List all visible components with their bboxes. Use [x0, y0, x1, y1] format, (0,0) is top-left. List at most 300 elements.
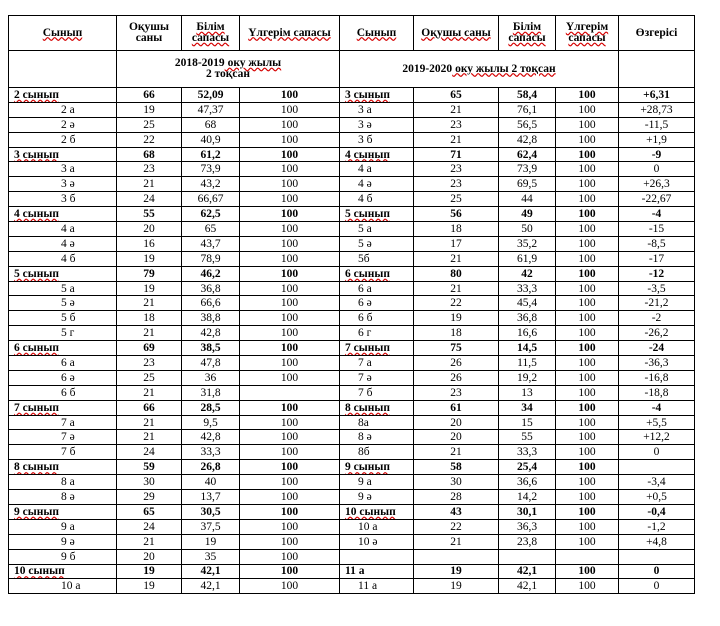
knowledge-quality-cell-right: 33,3 [499, 445, 556, 460]
success-quality-cell: 100 [240, 564, 340, 579]
knowledge-quality-cell: 9,5 [182, 415, 240, 430]
change-cell: -22,67 [619, 192, 695, 207]
students-cell-right: 21 [414, 102, 499, 117]
group-total-row [9, 564, 695, 579]
students-cell: 30 [117, 475, 182, 490]
knowledge-quality-cell: 43,2 [182, 177, 240, 192]
knowledge-quality-cell-right: 14,5 [499, 341, 556, 356]
success-quality-cell-right: 100 [556, 326, 619, 341]
grade-cell-right: 7 ә [340, 370, 414, 385]
knowledge-quality-cell: 38,5 [182, 341, 240, 356]
grade-cell-right [340, 266, 414, 281]
knowledge-quality-cell-right: 13 [499, 385, 556, 400]
table-row [9, 117, 695, 132]
group-total-row [9, 88, 695, 103]
students-cell: 21 [117, 385, 182, 400]
success-quality-cell-right: 100 [556, 147, 619, 162]
grade-cell-right [340, 549, 414, 564]
change-cell: -17 [619, 251, 695, 266]
grade-cell-right: 6 а [340, 281, 414, 296]
grade-cell [9, 504, 117, 519]
knowledge-quality-cell: 35 [182, 549, 240, 564]
success-quality-cell: 100 [240, 162, 340, 177]
table-row [9, 236, 695, 251]
knowledge-quality-cell: 36,8 [182, 281, 240, 296]
table-row [9, 296, 695, 311]
grade-cell: 7 ә [9, 430, 117, 445]
grade-group-label: 8 сынып [345, 401, 390, 414]
success-quality-cell-right: 100 [556, 370, 619, 385]
grade-cell-right: 5 ә [340, 236, 414, 251]
students-cell: 21 [117, 430, 182, 445]
grade-cell-right: 3 а [340, 102, 414, 117]
students-cell-right: 23 [414, 117, 499, 132]
group-total-row [9, 147, 695, 162]
grade-cell-right: 7 а [340, 356, 414, 371]
success-quality-cell: 100 [240, 311, 340, 326]
students-cell-right: 56 [414, 207, 499, 222]
grade-group-label: 7 сынып [345, 342, 390, 355]
students-cell-right: 19 [414, 564, 499, 579]
change-cell: 0 [619, 579, 695, 594]
change-cell: -24 [619, 341, 695, 356]
students-cell-right: 43 [414, 504, 499, 519]
success-quality-cell-right: 100 [556, 311, 619, 326]
students-cell-right: 26 [414, 370, 499, 385]
students-cell: 24 [117, 519, 182, 534]
table-row [9, 549, 695, 564]
grade-cell [9, 460, 117, 475]
grade-group-label: 10 сынып [14, 565, 65, 578]
knowledge-quality-cell-right: 42,8 [499, 132, 556, 147]
knowledge-quality-cell-right: 49 [499, 207, 556, 222]
knowledge-quality-cell: 73,9 [182, 162, 240, 177]
grade-cell-right: 9 ә [340, 490, 414, 505]
grade-cell-right: 4 а [340, 162, 414, 177]
group-total-row [9, 460, 695, 475]
success-quality-cell: 100 [240, 415, 340, 430]
students-cell-right: 25 [414, 192, 499, 207]
change-cell: 0 [619, 445, 695, 460]
students-cell: 65 [117, 504, 182, 519]
change-cell [619, 460, 695, 475]
success-quality-cell: 100 [240, 281, 340, 296]
change-cell: +0,5 [619, 490, 695, 505]
knowledge-quality-cell: 40,9 [182, 132, 240, 147]
grade-cell [9, 266, 117, 281]
grade-cell: 7 б [9, 445, 117, 460]
grade-group-label: 8 сынып [14, 461, 59, 474]
grade-cell-right: 5б [340, 251, 414, 266]
students-cell: 22 [117, 132, 182, 147]
success-quality-cell: 100 [240, 504, 340, 519]
students-cell-right: 19 [414, 311, 499, 326]
success-quality-cell-right: 100 [556, 296, 619, 311]
grade-cell: 10 а [9, 579, 117, 594]
table-row [9, 534, 695, 549]
knowledge-quality-cell: 61,2 [182, 147, 240, 162]
grade-cell: 5 а [9, 281, 117, 296]
knowledge-quality-cell: 31,8 [182, 385, 240, 400]
knowledge-quality-cell-right: 55 [499, 430, 556, 445]
students-cell: 66 [117, 88, 182, 103]
students-cell-right: 75 [414, 341, 499, 356]
group-total-row [9, 207, 695, 222]
success-quality-cell-right: 100 [556, 222, 619, 237]
knowledge-quality-cell-right: 36,6 [499, 475, 556, 490]
grade-cell-right [340, 400, 414, 415]
students-cell: 69 [117, 341, 182, 356]
students-cell: 21 [117, 177, 182, 192]
change-cell: 0 [619, 162, 695, 177]
grade-cell-right: 8 ә [340, 430, 414, 445]
students-cell-right: 18 [414, 326, 499, 341]
knowledge-quality-cell-right: 73,9 [499, 162, 556, 177]
students-cell-right: 19 [414, 579, 499, 594]
change-cell: +26,3 [619, 177, 695, 192]
grade-cell-right: 11 а [340, 579, 414, 594]
students-cell: 29 [117, 490, 182, 505]
table-row [9, 192, 695, 207]
knowledge-quality-cell-right: 42 [499, 266, 556, 281]
grade-cell: 6 ә [9, 370, 117, 385]
knowledge-quality-cell-right: 45,4 [499, 296, 556, 311]
success-quality-cell: 100 [240, 251, 340, 266]
students-cell-right: 20 [414, 430, 499, 445]
knowledge-quality-cell: 33,3 [182, 445, 240, 460]
table-row [9, 102, 695, 117]
period-empty-cell [9, 51, 117, 88]
change-cell: -0,4 [619, 504, 695, 519]
table-row [9, 430, 695, 445]
success-quality-cell-right: 100 [556, 534, 619, 549]
grade-group-label: 10 сынып [345, 505, 396, 518]
grade-cell-right: 11 а [340, 564, 414, 579]
knowledge-quality-cell-right: 36,3 [499, 519, 556, 534]
knowledge-quality-cell-right: 33,3 [499, 281, 556, 296]
students-cell: 19 [117, 281, 182, 296]
success-quality-cell: 100 [240, 266, 340, 281]
students-cell-right: 18 [414, 222, 499, 237]
students-cell: 19 [117, 251, 182, 266]
success-quality-cell: 100 [240, 177, 340, 192]
change-cell: -12 [619, 266, 695, 281]
success-quality-cell: 100 [240, 341, 340, 356]
success-quality-cell-right: 100 [556, 192, 619, 207]
knowledge-quality-cell-right: 36,8 [499, 311, 556, 326]
header-knowledge-quality-right: Білім сапасы [499, 16, 556, 51]
comparison-table [8, 15, 695, 594]
students-cell-right: 20 [414, 415, 499, 430]
period-right-year: 2019-2020 [402, 62, 453, 75]
knowledge-quality-cell-right: 14,2 [499, 490, 556, 505]
knowledge-quality-cell: 42,8 [182, 430, 240, 445]
grade-cell: 5 б [9, 311, 117, 326]
knowledge-quality-cell: 65 [182, 222, 240, 237]
grade-cell-right: 4 ә [340, 177, 414, 192]
students-cell: 20 [117, 222, 182, 237]
grade-cell-right: 5 а [340, 222, 414, 237]
grade-cell: 3 ә [9, 177, 117, 192]
success-quality-cell: 100 [240, 475, 340, 490]
knowledge-quality-cell-right: 11,5 [499, 356, 556, 371]
students-cell: 23 [117, 162, 182, 177]
knowledge-quality-cell: 47,37 [182, 102, 240, 117]
success-quality-cell-right: 100 [556, 132, 619, 147]
students-cell-right: 28 [414, 490, 499, 505]
grade-cell: 4 б [9, 251, 117, 266]
success-quality-cell-right: 100 [556, 117, 619, 132]
students-cell: 55 [117, 207, 182, 222]
grade-cell-right [340, 207, 414, 222]
grade-cell [9, 400, 117, 415]
group-total-row [9, 266, 695, 281]
knowledge-quality-cell-right: 69,5 [499, 177, 556, 192]
students-cell-right: 26 [414, 356, 499, 371]
period-row [9, 51, 695, 88]
change-cell: 0 [619, 564, 695, 579]
students-cell: 21 [117, 415, 182, 430]
grade-cell-right: 3 ә [340, 117, 414, 132]
period-right [340, 51, 619, 88]
grade-cell [9, 341, 117, 356]
success-quality-cell [240, 385, 340, 400]
change-cell: -3,4 [619, 475, 695, 490]
grade-cell-right [340, 460, 414, 475]
success-quality-cell-right: 100 [556, 475, 619, 490]
header-grade: Сынып [9, 16, 117, 51]
students-cell-right: 21 [414, 534, 499, 549]
success-quality-cell: 100 [240, 222, 340, 237]
group-total-row [9, 504, 695, 519]
success-quality-cell-right: 100 [556, 162, 619, 177]
change-cell [619, 549, 695, 564]
knowledge-quality-cell-right: 42,1 [499, 579, 556, 594]
grade-cell: 5 г [9, 326, 117, 341]
table-row [9, 162, 695, 177]
students-cell: 20 [117, 549, 182, 564]
success-quality-cell-right: 100 [556, 460, 619, 475]
success-quality-cell-right: 100 [556, 504, 619, 519]
grade-cell-right [340, 341, 414, 356]
knowledge-quality-cell-right: 44 [499, 192, 556, 207]
success-quality-cell: 100 [240, 534, 340, 549]
table-row [9, 177, 695, 192]
table-row [9, 311, 695, 326]
knowledge-quality-cell: 42,1 [182, 579, 240, 594]
success-quality-cell: 100 [240, 147, 340, 162]
grade-cell: 8 а [9, 475, 117, 490]
grade-cell-right: 3 б [340, 132, 414, 147]
grade-cell-right: 10 ә [340, 534, 414, 549]
header-students-right: Оқушы саны [414, 16, 499, 51]
students-cell: 79 [117, 266, 182, 281]
knowledge-quality-cell: 37,5 [182, 519, 240, 534]
grade-cell-right: 9 а [340, 475, 414, 490]
table-row [9, 356, 695, 371]
change-cell: +4,8 [619, 534, 695, 549]
students-cell-right: 21 [414, 132, 499, 147]
change-cell: -11,5 [619, 117, 695, 132]
table-row [9, 415, 695, 430]
students-cell-right: 17 [414, 236, 499, 251]
grade-group-label: 4 сынып [345, 148, 390, 161]
students-cell-right [414, 549, 499, 564]
group-total-row [9, 400, 695, 415]
students-cell: 25 [117, 370, 182, 385]
grade-group-label: 5 сынып [345, 208, 390, 221]
knowledge-quality-cell-right: 15 [499, 415, 556, 430]
students-cell: 19 [117, 564, 182, 579]
students-cell-right: 22 [414, 296, 499, 311]
grade-group-label: 2 сынып [14, 88, 59, 101]
change-cell: -16,8 [619, 370, 695, 385]
knowledge-quality-cell-right: 76,1 [499, 102, 556, 117]
students-cell-right: 30 [414, 475, 499, 490]
grade-cell-right: 7 б [340, 385, 414, 400]
students-cell-right: 21 [414, 281, 499, 296]
header-success-quality-right: Үлгерім сапасы [556, 16, 619, 51]
period-left-year: 2018-2019 [174, 57, 225, 69]
knowledge-quality-cell-right: 58,4 [499, 88, 556, 103]
students-cell: 59 [117, 460, 182, 475]
change-cell: +1,9 [619, 132, 695, 147]
knowledge-quality-cell-right: 30,1 [499, 504, 556, 519]
knowledge-quality-cell: 38,8 [182, 311, 240, 326]
knowledge-quality-cell-right: 62,4 [499, 147, 556, 162]
change-cell: +5,5 [619, 415, 695, 430]
success-quality-cell-right: 100 [556, 519, 619, 534]
grade-cell-right [340, 147, 414, 162]
table-row [9, 385, 695, 400]
success-quality-cell: 100 [240, 430, 340, 445]
students-cell-right: 23 [414, 177, 499, 192]
students-cell: 24 [117, 192, 182, 207]
change-cell: -2 [619, 311, 695, 326]
students-cell: 19 [117, 102, 182, 117]
grade-cell-right: 8а [340, 415, 414, 430]
grade-group-label: 3 сынып [345, 88, 390, 101]
knowledge-quality-cell: 30,5 [182, 504, 240, 519]
knowledge-quality-cell-right: 23,8 [499, 534, 556, 549]
grade-group-label: 4 сынып [14, 208, 59, 221]
knowledge-quality-cell: 66,67 [182, 192, 240, 207]
success-quality-cell: 100 [240, 326, 340, 341]
table-row [9, 281, 695, 296]
knowledge-quality-cell: 78,9 [182, 251, 240, 266]
grade-cell [9, 207, 117, 222]
students-cell: 21 [117, 296, 182, 311]
grade-group-label: 6 сынып [14, 342, 59, 355]
grade-group-label: 5 сынып [14, 267, 59, 280]
knowledge-quality-cell: 42,8 [182, 326, 240, 341]
students-cell-right: 58 [414, 460, 499, 475]
grade-cell: 4 ә [9, 236, 117, 251]
success-quality-cell: 100 [240, 296, 340, 311]
knowledge-quality-cell: 43,7 [182, 236, 240, 251]
success-quality-cell: 100 [240, 102, 340, 117]
students-cell: 21 [117, 534, 182, 549]
students-cell: 19 [117, 579, 182, 594]
success-quality-cell-right: 100 [556, 579, 619, 594]
students-cell-right: 23 [414, 385, 499, 400]
change-cell: -8,5 [619, 236, 695, 251]
grade-group-label: 3 сынып [14, 148, 59, 161]
knowledge-quality-cell: 46,2 [182, 266, 240, 281]
change-cell: -9 [619, 147, 695, 162]
grade-cell [9, 147, 117, 162]
grade-cell-right [340, 88, 414, 103]
grade-cell: 9 а [9, 519, 117, 534]
period-left-label: оку жылы [224, 57, 282, 69]
success-quality-cell: 100 [240, 117, 340, 132]
knowledge-quality-cell-right: 34 [499, 400, 556, 415]
success-quality-cell-right: 100 [556, 430, 619, 445]
grade-cell: 9 б [9, 549, 117, 564]
grade-cell: 8 ә [9, 490, 117, 505]
success-quality-cell-right: 100 [556, 385, 619, 400]
knowledge-quality-cell-right: 61,9 [499, 251, 556, 266]
success-quality-cell: 100 [240, 370, 340, 385]
knowledge-quality-cell: 68 [182, 117, 240, 132]
success-quality-cell-right: 100 [556, 236, 619, 251]
success-quality-cell-right: 100 [556, 102, 619, 117]
header-row [9, 16, 695, 51]
period-right-label: оку жылы 2 тоқсан [452, 62, 556, 75]
change-cell: -4 [619, 207, 695, 222]
grade-cell-right: 10 а [340, 519, 414, 534]
knowledge-quality-cell-right: 56,5 [499, 117, 556, 132]
success-quality-cell-right: 100 [556, 281, 619, 296]
success-quality-cell: 100 [240, 356, 340, 371]
grade-cell: 3 б [9, 192, 117, 207]
grade-cell: 6 б [9, 385, 117, 400]
grade-cell-right: 6 г [340, 326, 414, 341]
knowledge-quality-cell-right: 19,2 [499, 370, 556, 385]
success-quality-cell: 100 [240, 192, 340, 207]
change-cell: -3,5 [619, 281, 695, 296]
change-cell: -18,8 [619, 385, 695, 400]
success-quality-cell-right: 100 [556, 251, 619, 266]
table-row [9, 132, 695, 147]
students-cell-right: 21 [414, 251, 499, 266]
success-quality-cell: 100 [240, 400, 340, 415]
success-quality-cell: 100 [240, 519, 340, 534]
grade-cell-right: 6 б [340, 311, 414, 326]
students-cell-right: 23 [414, 162, 499, 177]
knowledge-quality-cell: 62,5 [182, 207, 240, 222]
grade-cell: 3 а [9, 162, 117, 177]
header-success-quality: Үлгерім сапасы [240, 16, 340, 51]
success-quality-cell: 100 [240, 88, 340, 103]
change-cell: -36,3 [619, 356, 695, 371]
table-row [9, 445, 695, 460]
knowledge-quality-cell: 42,1 [182, 564, 240, 579]
success-quality-cell-right: 100 [556, 177, 619, 192]
success-quality-cell-right: 100 [556, 415, 619, 430]
header-change: Өзгерісі [619, 16, 695, 51]
grade-cell: 4 а [9, 222, 117, 237]
students-cell-right: 71 [414, 147, 499, 162]
grade-cell: 5 ә [9, 296, 117, 311]
table-row [9, 490, 695, 505]
knowledge-quality-cell: 28,5 [182, 400, 240, 415]
grade-cell-right: 8б [340, 445, 414, 460]
success-quality-cell-right: 100 [556, 341, 619, 356]
knowledge-quality-cell: 13,7 [182, 490, 240, 505]
success-quality-cell: 100 [240, 445, 340, 460]
grade-cell: 2 ә [9, 117, 117, 132]
